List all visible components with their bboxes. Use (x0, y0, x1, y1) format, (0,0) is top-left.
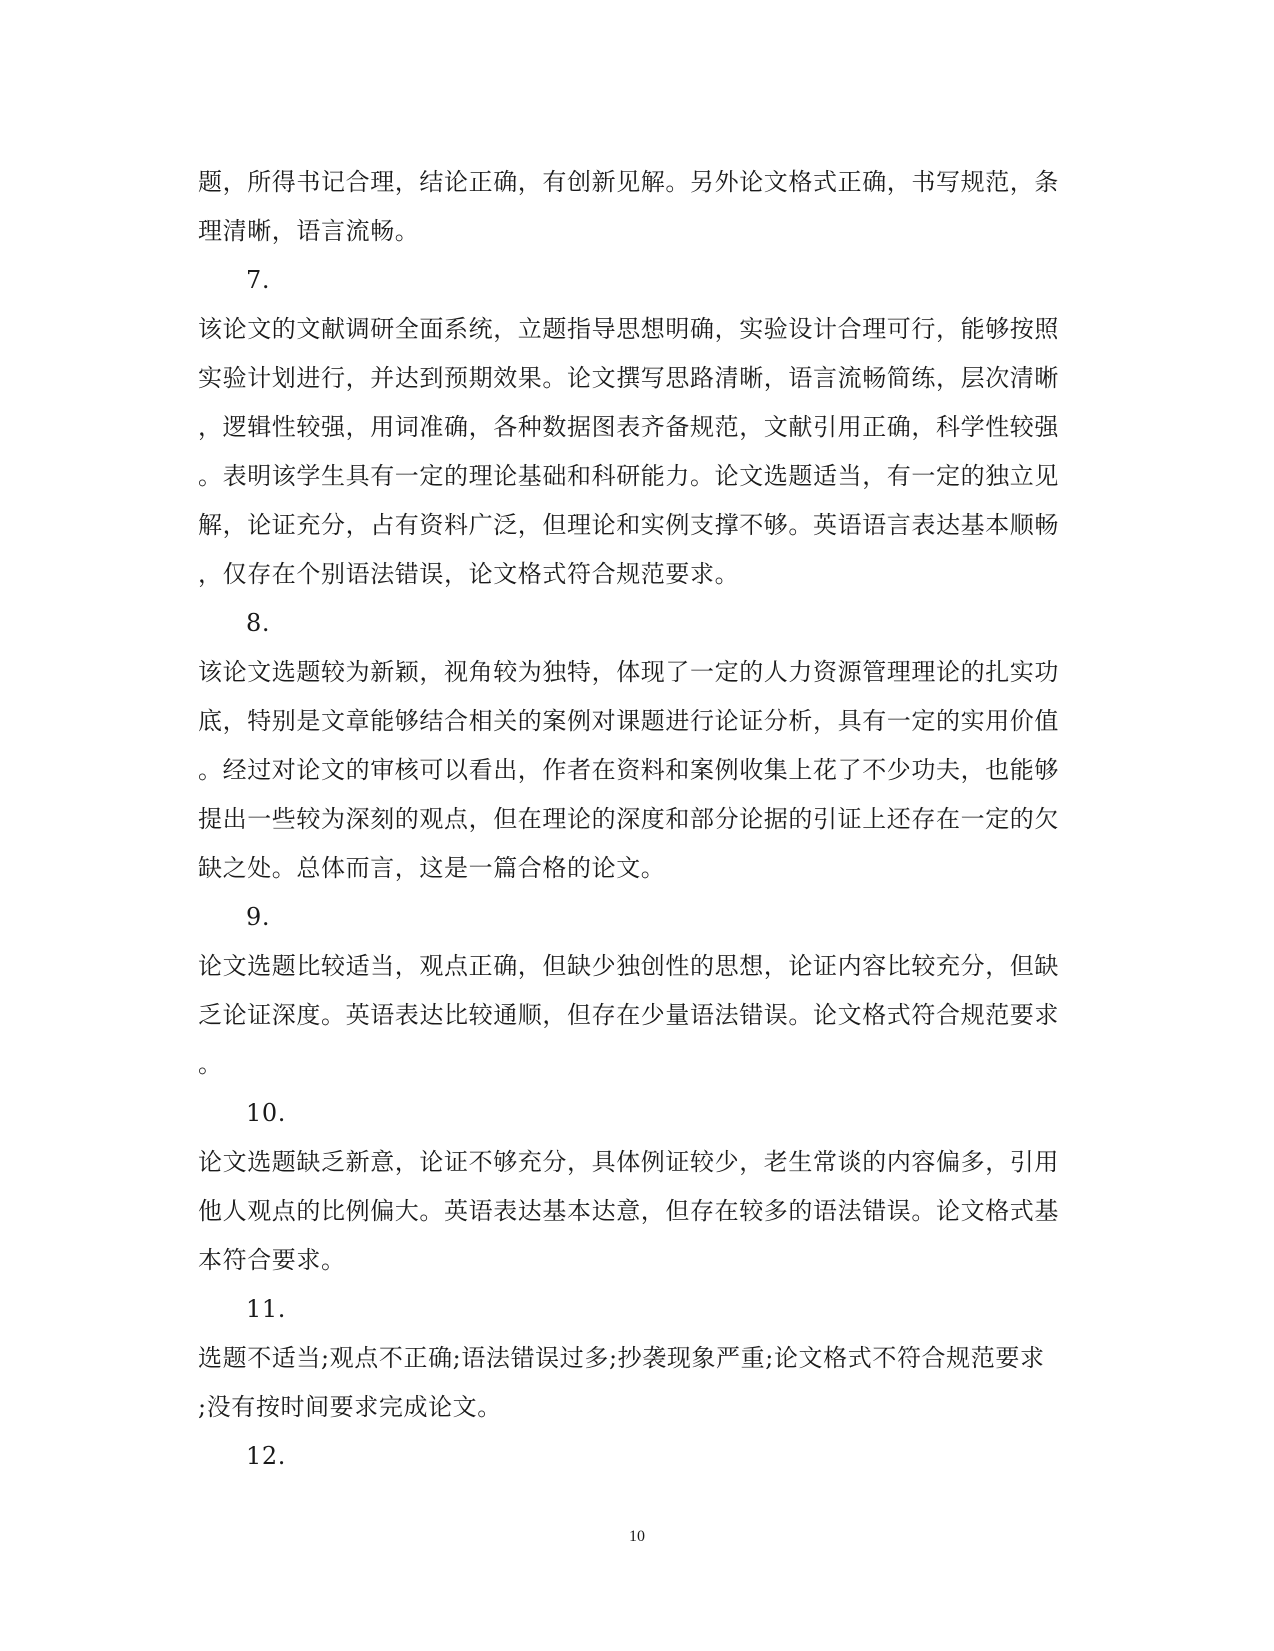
item-number: 11. (246, 1295, 286, 1323)
page-number: 10 (629, 1528, 645, 1545)
body-text-line: 缺之处。总体而言，这是一篇合格的论文。 (198, 854, 666, 882)
body-text-line: 选题不适当;观点不正确;语法错误过多;抄袭现象严重;论文格式不符合规范要求 (198, 1344, 1045, 1372)
document-body (198, 158, 1078, 1481)
body-text-line: 理清晰，语言流畅。 (198, 217, 420, 245)
body-text-line: 提出一些较为深刻的观点，但在理论的深度和部分论据的引证上还存在一定的欠 (198, 805, 1059, 833)
body-text-line: 乏论证深度。英语表达比较通顺，但存在少量语法错误。论文格式符合规范要求 (198, 1001, 1059, 1029)
body-text-line: 该论文的文献调研全面系统，立题指导思想明确，实验设计合理可行，能够按照 (198, 315, 1059, 343)
body-text-line: 。表明该学生具有一定的理论基础和科研能力。论文选题适当，有一定的独立见 (198, 462, 1059, 490)
body-text-line: 论文选题比较适当，观点正确，但缺少独创性的思想，论证内容比较充分，但缺 (198, 952, 1059, 980)
body-text-line: 。 (198, 1050, 223, 1078)
body-text-line: 本符合要求。 (198, 1246, 346, 1274)
item-number: 8. (246, 609, 271, 637)
item-number: 12. (246, 1442, 286, 1470)
body-text-line: 论文选题缺乏新意，论证不够充分，具体例证较少，老生常谈的内容偏多，引用 (198, 1148, 1059, 1176)
body-text-line: ;没有按时间要求完成论文。 (198, 1393, 502, 1421)
item-number: 10. (246, 1099, 286, 1127)
body-text-line: 底，特别是文章能够结合相关的案例对课题进行论证分析，具有一定的实用价值 (198, 707, 1059, 735)
body-text-line: 该论文选题较为新颖，视角较为独特，体现了一定的人力资源管理理论的扎实功 (198, 658, 1059, 686)
body-text-line: 。经过对论文的审核可以看出，作者在资料和案例收集上花了不少功夫，也能够 (198, 756, 1059, 784)
body-text-line: 解，论证充分，占有资料广泛，但理论和实例支撑不够。英语语言表达基本顺畅 (198, 511, 1059, 539)
item-number: 9. (246, 903, 271, 931)
body-text-line: 他人观点的比例偏大。英语表达基本达意，但存在较多的语法错误。论文格式基 (198, 1197, 1059, 1225)
body-text-line: 题，所得书记合理，结论正确，有创新见解。另外论文格式正确，书写规范，条 (198, 168, 1059, 196)
body-text-line: ，仅存在个别语法错误，论文格式符合规范要求。 (198, 560, 740, 588)
body-text-line: 实验计划进行，并达到预期效果。论文撰写思路清晰，语言流畅简练，层次清晰 (198, 364, 1059, 392)
body-text-line: ，逻辑性较强，用词准确，各种数据图表齐备规范，文献引用正确，科学性较强 (198, 413, 1059, 441)
item-number: 7. (246, 266, 271, 294)
